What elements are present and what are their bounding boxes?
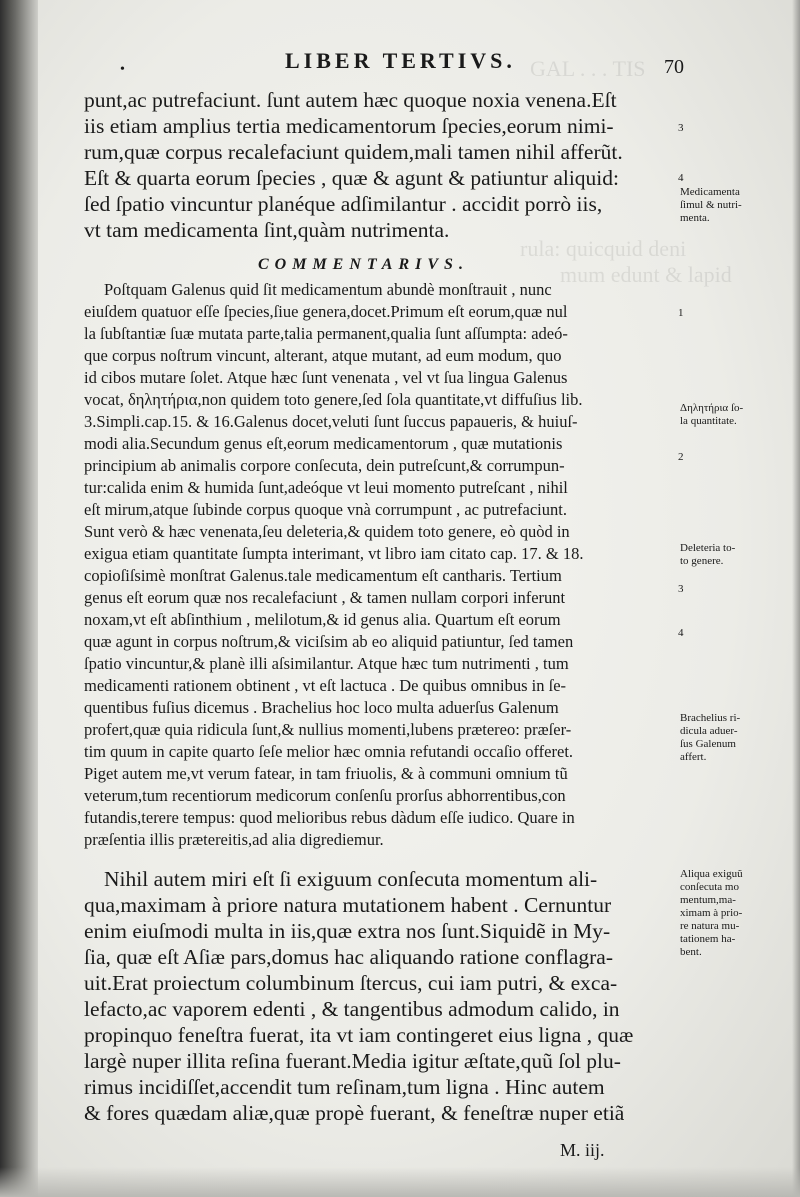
text-line: enim eiuſmodi multa in iis,quæ extra nos ſunt.Siquidẽ in My- [84,919,611,943]
show-through: GAL . . . TIS [530,56,646,81]
commentary-line: modi alia.Secundum genus eſt,eorum medicamentorum , quæ mutationis [84,434,563,453]
text-line: propinquo feneſtra fuerat, ita vt iam contingeret eius ligna , quæ [84,1023,634,1047]
margin-number: 2 [678,451,684,463]
margin-number: 3 [678,583,684,595]
margin-number: 3 [678,122,684,134]
text-line: rum,quæ corpus recalefaciunt quidem,mali tamen nihil afferũt. [84,140,623,164]
commentary-line: principium ab animalis corpore conſecuta, dein putreſcunt,& corrumpun- [84,456,565,475]
text-line: qua,maximam à priore natura mutationem habent . Cernuntur [84,893,612,917]
marginal-note-line: to genere. [680,555,724,567]
commentary-line: profert,quæ quia ridicula ſunt,& nullius momenti,lubens prætereo: præſer- [84,720,572,739]
commentary-line: veterum,tum recentiorum medicorum conſenſu prorſus abhorrentibus,con [84,786,566,805]
show-through: mum edunt & lapid [560,262,732,287]
text-line: ſed ſpatio vincuntur planéque adſimilantur . accidit porrò iis, [84,192,603,216]
text-line: Nihil autem miri eſt ſi exiguum conſecuta momentum ali- [104,867,598,891]
marginal-note-line: Aliqua exiguũ [680,868,743,880]
marginal-note-line: re natura mu- [680,920,740,932]
marginal-note [680,402,743,428]
commentary-line: copioſiſsimè monſtrat Galenus.tale medicamentum eſt cantharis. Tertium [84,566,562,585]
commentary-line: eſt mirum,atque ſubinde corpus quoque vnà corrumpunt , ac putrefaciunt. [84,500,567,519]
marginal-note [680,712,740,764]
text-line: vt tam medicamenta ſint,quàm nutrimenta. [84,218,450,242]
page-bottom-shadow [0,1167,800,1197]
text-line: lefacto,ac vaporem edenti , & tangentibus admodum calido, in [84,997,620,1021]
marginal-note-line: Brachelius ri- [680,712,741,724]
margin-number: 1 [678,307,684,319]
marginal-note-line: conſecuta mo [680,881,739,893]
marginal-note [680,868,743,959]
marginal-note-line: tationem ha- [680,933,736,945]
commentary-line: tim quum in capite quarto ſeſe melior hæc omnia refutandi occaſio offeret. [84,742,574,761]
text-line: ſia, quæ eſt Aſiæ pars,domus hac aliquando ratione conflagra- [84,945,613,969]
page-edge [792,0,800,1197]
commentary-line: tur:calida enim & humida ſunt,adeóque vt leui momento putreſcant , nihil [84,478,568,497]
commentary-line: 3.Simpli.cap.15. & 16.Galenus docet,veluti ſunt ſuccus papaueris, & huiuſ- [84,412,578,431]
signature-mark: M. iij. [560,1140,605,1160]
marginal-note-line: ſus Galenum [680,738,736,750]
marginal-note-line: Δηλητήρια ſo- [680,402,744,414]
marginal-note [680,542,735,568]
commentary-line: que corpus noſtrum vincunt, alterant, atque mutant, ad eum modum, quo [84,346,562,365]
marginal-note-line: ſimul & nutri- [680,199,742,211]
commentary-line: quæ agunt in corpus noſtrum,& viciſsim ab eo aliquid patiuntur, ſed tamen [84,632,574,651]
marginal-note-line: dicula aduer- [680,725,738,737]
commentary-line: ſpatio vincuntur,& planè illi aſsimilantur. Atque hæc tum nutrimenti , tum [84,654,569,673]
commentary-line: noxam,vt eſt abſinthium , melilotum,& id genus alia. Quartum eſt eorum [84,610,561,629]
marginal-note-line: menta. [680,212,710,224]
marginal-note-line: affert. [680,751,707,763]
show-through: rula: quicquid deni [520,236,687,261]
commentary-line: eiuſdem quatuor eſſe ſpecies,ſiue genera,docet.Primum eſt eorum,quæ nul [84,302,568,321]
page-gutter-shadow [0,0,38,1197]
running-title: LIBER TERTIVS. [285,48,516,73]
margin-number: 4 [678,627,684,639]
commentary-line: futandis,terere tempus: quod melioribus rebus dàdum eſſe iudico. Quare in [84,808,575,827]
marginal-note-line: ximam à prio- [680,907,743,919]
marginal-note-line: mentum,ma- [680,894,736,906]
text-line: rimus incidiſſet,accendit tum reſinam,tum ligna . Hinc autem [84,1075,605,1099]
text-line: punt,ac putrefaciunt. ſunt autem hæc quoque noxia venena.Eſt [84,88,617,112]
marginal-note-line: bent. [680,946,702,958]
marginal-note-line: Medicamenta [680,186,740,198]
text-line: largè nuper illita reſina fuerant.Media igitur æſtate,quũ ſol plu- [84,1049,621,1073]
margin-number: 4 [678,172,684,184]
commentary-line: quentibus fuſius dicemus . Brachelius hoc loco multa aduerſus Galenum [84,698,559,717]
commentary-line: genus eſt eorum quæ nos recalefaciunt , & tamen nullam corpori inferunt [84,588,566,607]
marginal-note-line: la quantitate. [680,415,737,427]
text-line: iis etiam amplius tertia medicamentorum ſpecies,eorum nimi- [84,114,614,138]
marginal-note-line: Deleteria to- [680,542,736,554]
commentary-heading: COMMENTARIVS. [258,256,469,273]
commentary-line: la ſubſtantiæ ſuæ mutata parte,talia permanent,qualia ſunt aſſumpta: adeó- [84,324,568,343]
text-line: & fores quædam aliæ,quæ propè fuerant, & feneſtræ nuper etiã [84,1101,625,1125]
commentary-line: medicamenti rationem obtinent , vt eſt lactuca . De quibus omnibus in ſe- [84,676,567,695]
commentary-line: exigua etiam quantitate ſumpta interimant, vt libro iam citato cap. 17. & 18. [84,544,584,563]
header-ornament: • [120,62,125,77]
text-line: Eſt & quarta eorum ſpecies , quæ & agunt & patiuntur aliquid: [84,166,620,190]
commentary-line: id cibos mutare ſolet. Atque hæc ſunt venenata , vel vt ſua lingua Galenus [84,368,568,387]
commentary-line: vocat, δηλητήρια,non quidem toto genere,ſed ſola quantitate,vt diffuſius lib. [84,390,583,409]
commentary-line: Sunt verò & hæc venenata,ſeu deleteria,& quidem toto genere, eò quòd in [84,522,570,541]
commentary-line: præſentia illis prætereitis,ad alia digrediemur. [84,830,384,849]
text-line: uit.Erat proiectum columbinum ſtercus, cui iam putri, & exca- [84,971,618,995]
commentary-line: Piget autem me,vt verum fatear, in tam friuolis, & à communi omnium tũ [84,764,568,783]
folio-number: 70 [664,56,684,78]
marginal-note [680,186,742,225]
commentary-line: Poſtquam Galenus quid ſit medicamentum abundè monſtrauit , nunc [104,280,552,299]
